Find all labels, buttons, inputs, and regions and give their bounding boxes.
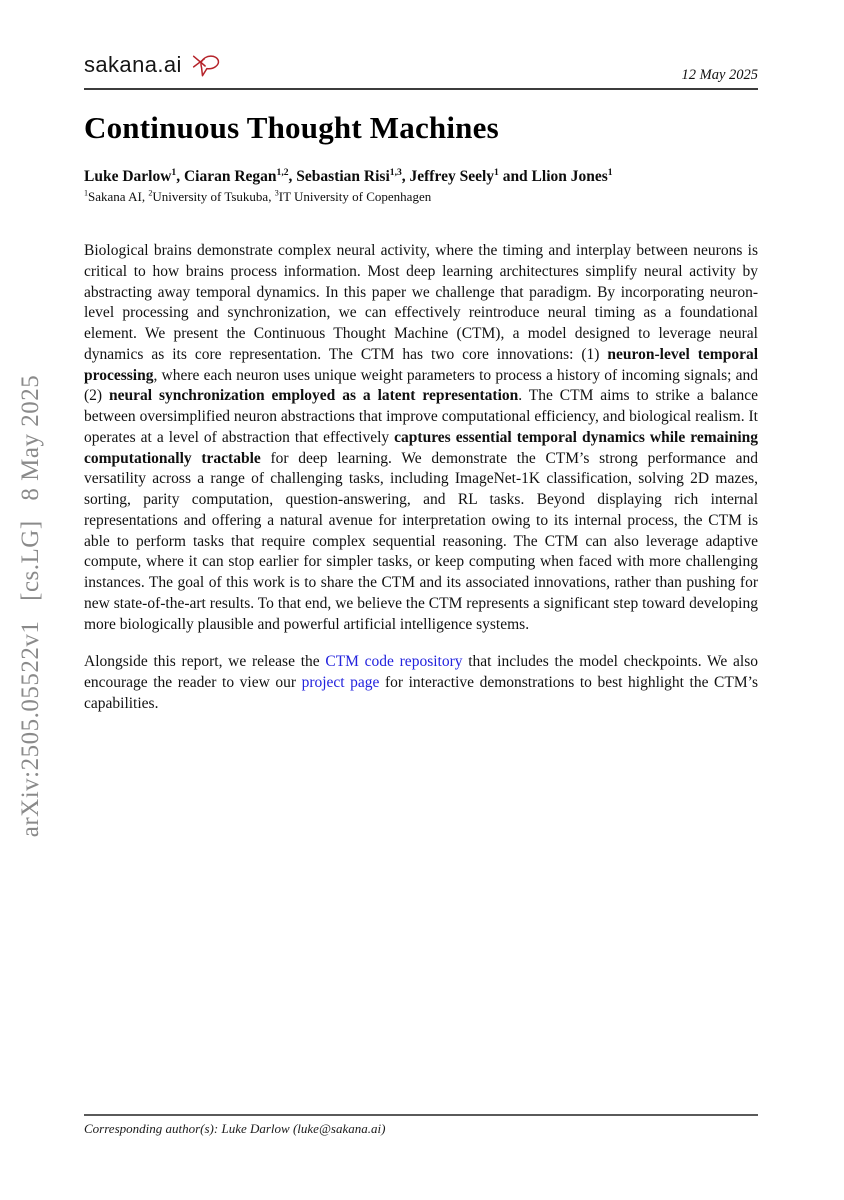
text-run: 1,2 [276, 166, 289, 178]
text-run: 1 [607, 166, 613, 178]
text-run: Alongside this report, we release the [84, 653, 326, 670]
text-run: neuron-level temporal processing [84, 345, 759, 384]
text-run: captures essential temporal dynamics while remaining computationally tractable [84, 428, 758, 467]
text-run: for deep learning. We demonstrate the CTM’s strong performance and versatility across a range of challenging tasks, including ImageNet-1K classification, solving 2D mazes, sorting, parity computation, question-answering, and RL tasks. Beyond displaying rich internal representations and offering a natural avenue for interpretation owing to its internal process, the CTM is able to perform tasks that require complex sequential reasoning. The CTM can also leverage adaptive compute, where it can stop earlier for simpler tasks, or keep computing when faced with more challenging instances. The goal of this work is to share the CTM and its associated innovations, rather than pushing for new state-of-the-art results. To that end, we believe the CTM represents a significant step toward developing more biologically plausible and powerful artificial intelligence systems. [84, 449, 758, 633]
ctm-code-repository-link[interactable]: CTM code repository [325, 653, 463, 670]
corresponding-author-note: Corresponding author(s): Luke Darlow (luke@sakana.ai) [84, 1121, 386, 1136]
text-run: , Sebastian Risi [288, 168, 390, 185]
text-run: . The CTM aims to strike a balance between oversimplified neuron abstractions that improve computational efficiency, and biological realism. It operates at a level of abstraction that effectively [84, 387, 758, 446]
text-run: University of Tsukuba, [152, 189, 275, 204]
text-run: Luke Darlow [84, 168, 172, 185]
footer-rule [84, 1114, 758, 1116]
affiliations-line [84, 189, 758, 205]
text-run: 1 [171, 166, 177, 178]
text-run: and Llion Jones [498, 168, 608, 185]
abstract-paragraph [84, 241, 758, 635]
text-run: 1,3 [389, 166, 402, 178]
text-run: Sakana AI, [88, 189, 149, 204]
text-run: , Jeffrey Seely [401, 168, 495, 185]
project-page-link[interactable]: project page [301, 673, 380, 691]
authors-line [84, 168, 758, 186]
header-rule [84, 88, 758, 90]
text-run: 1 [84, 188, 89, 198]
header-date: 12 May 2025 [681, 67, 758, 83]
text-run: for interactive demonstrations to best highlight the CTM’s capabilities. [84, 673, 758, 712]
text-run: 1 [494, 166, 499, 178]
text-run: that includes the model checkpoints. We also encourage the reader to view our [84, 653, 758, 691]
sakana-logo-text: sakana.ai [84, 52, 182, 77]
text-run: , Ciaran Regan [176, 168, 277, 185]
text-run: , where each neuron uses unique weight parameters to process a history of incoming signals; and (2) [84, 366, 758, 405]
release-note-paragraph [84, 652, 758, 714]
text-run: neural synchronization employed as a latent representation [109, 387, 519, 405]
paper-title: Continuous Thought Machines [84, 110, 499, 145]
text-run: IT University of Copenhagen [278, 189, 432, 204]
arxiv-sidebar-label: arXiv:2505.05522v1 [cs.LG] 8 May 2025 [17, 374, 44, 838]
text-run: Biological brains demonstrate complex neural activity, where the timing and interplay between neurons is critical to how brains process information. Most deep learning architectures simplify neural activity by abstracting away temporal dynamics. In this paper we challenge that paradigm. By incorporating neuron-level processing and synchronization, we can effectively reintroduce neural timing as a foundational element. We present the Continuous Thought Machine (CTM), a model designed to leverage neural dynamics as its core representation. The CTM has two core innovations: (1) [84, 242, 758, 363]
text-run: 3 [274, 188, 279, 198]
text-run: 2 [148, 188, 153, 198]
